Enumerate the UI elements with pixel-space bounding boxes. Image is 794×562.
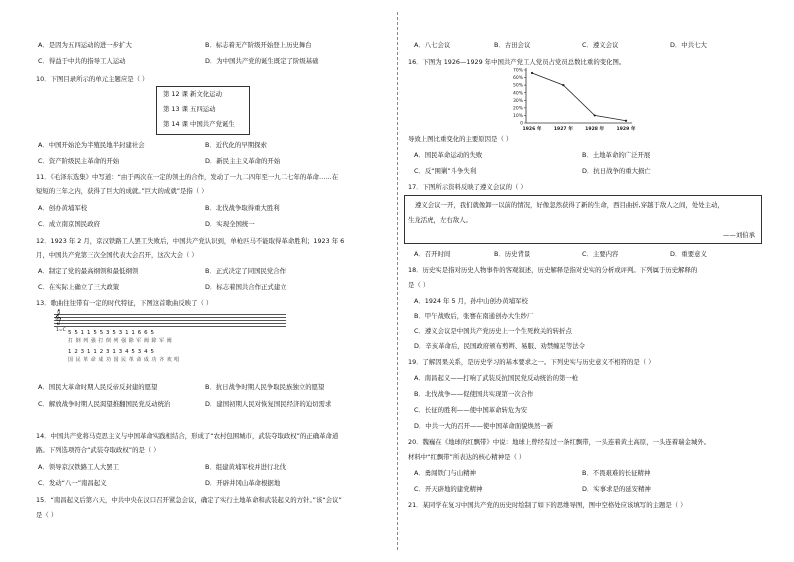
q17-quote-line1: 遵义会议一开，我们就像卸一以前的情况，好像忽然获得了新的生命，西目曲折,穿越于敌人之间，处处主动， bbox=[415, 201, 724, 209]
q17-quote-line2: 生龙活虎，左右敌人。 bbox=[408, 216, 472, 224]
q16-stem: 16．下图为 1926—1929 年中国共产党工人党员占党员总数比重的变化图。 bbox=[408, 58, 626, 66]
q17-option-a[interactable]: A．召开时间 bbox=[414, 250, 451, 258]
chart-y-tick-label: 70% bbox=[512, 68, 523, 74]
q13-notes-row1: 5 5 1 1 5 5 3 5 3 1 1 6 6 5 bbox=[68, 330, 155, 336]
q14-option-d[interactable]: D．开辟井冈山革命根据地 bbox=[205, 479, 281, 487]
column-divider bbox=[397, 12, 398, 550]
q20-option-d[interactable]: D．实事求是的延安精神 bbox=[582, 485, 651, 493]
q18-option-a[interactable]: A．1924 年 5 月，孙中山创办黄埔军校 bbox=[414, 297, 528, 305]
q12-option-c[interactable]: C．在实际上确立了三大政策 bbox=[38, 283, 120, 291]
q16-option-a[interactable]: A．国民革命运动的失败 bbox=[414, 151, 483, 159]
q13-key-signature: 1=C bbox=[56, 328, 66, 333]
chart-series bbox=[531, 72, 627, 122]
q17-option-d[interactable]: D．重要意义 bbox=[670, 250, 707, 258]
chart-data-point bbox=[594, 114, 596, 116]
q17-option-c[interactable]: C．主要内容 bbox=[582, 250, 619, 258]
q9-option-c[interactable]: C．得益于中共的指导工人运动 bbox=[38, 57, 126, 65]
q16-option-b[interactable]: B．土地革命的广泛开展 bbox=[582, 151, 651, 159]
treble-clef-icon: 𝄞 bbox=[54, 310, 62, 325]
q17-option-b[interactable]: B．历史背景 bbox=[494, 250, 531, 258]
q18-stem-line1: 18．历史实是指对历史人物事件的客观叙述，历史解释是指对史实的分析或评判。下列属于历史解释的 bbox=[408, 266, 698, 274]
q13-lyrics-row1: 打 倒 列 强 打 倒 列 强 除 军 阀 除 军 阀 bbox=[68, 338, 173, 344]
q11-stem-line2: 短短的三年之内，获得了巨大的成就。”巨大的成就”是指（ ） bbox=[36, 187, 208, 195]
staff-line bbox=[54, 314, 286, 315]
q13-option-b[interactable]: B．抗日战争时期人民争取民族独立的愿望 bbox=[205, 383, 325, 391]
chart-data-point bbox=[625, 120, 627, 122]
q15-option-c[interactable]: C．遵义会议 bbox=[582, 41, 619, 49]
q14-option-a[interactable]: A．领导京汉铁路工人大罢工 bbox=[38, 463, 120, 471]
q19-option-d[interactable]: D．中共一大的召开——使中国革命面貌焕然一新 bbox=[414, 422, 554, 430]
chart-y-tick-label: 40% bbox=[512, 91, 523, 97]
q18-option-d[interactable]: D．辛亥革命后，民国政府颁布剪辫、易服、劝禁缠足等法令 bbox=[414, 342, 586, 350]
chart-y-tick-label: 10% bbox=[512, 114, 523, 120]
q12-stem-line2: 月，中国共产党第三次全国代表大会召开，这次大会（ ） bbox=[36, 251, 198, 259]
q9-option-a[interactable]: A．是因为五四运动的进一步扩大 bbox=[38, 41, 132, 49]
q10-option-a[interactable]: A．中国开始沦为半殖民地半封建社会 bbox=[38, 141, 145, 149]
chart-x-labels bbox=[523, 125, 636, 132]
q16-line-chart bbox=[504, 66, 636, 132]
q15-option-a[interactable]: A．八七会议 bbox=[414, 41, 451, 49]
q10-toc-item: 第 13 课 五四运动 bbox=[163, 105, 216, 113]
q11-stem-line1: 11．《毛泽东选集》中写道：“由于两次在一定的领土的合作，发动了一九二四年至一九二七年的革命……在 bbox=[36, 173, 339, 181]
staff-line bbox=[54, 320, 286, 321]
q20-option-c[interactable]: C．开天辟地的建党精神 bbox=[414, 485, 483, 493]
chart-y-tick-label: 50% bbox=[512, 83, 523, 89]
chart-x-tick-label: 1926 年 bbox=[522, 127, 542, 132]
chart-y-tick-label: 60% bbox=[512, 76, 523, 82]
staff-line bbox=[54, 326, 286, 327]
q12-stem-line1: 12．1923 年 2 月，京汉铁路工人罢工失败后，中国共产党认识到，单枪匹马不能取得革命胜利；1923 年 6 bbox=[36, 237, 345, 245]
chart-y-ticks bbox=[513, 68, 526, 127]
q13-option-c[interactable]: C．解放战争时期人民渴望推翻国民党反动统治 bbox=[38, 400, 171, 408]
q10-stem: 10．下图目录所示的单元主题应是（ ） bbox=[36, 75, 149, 83]
q11-option-a[interactable]: A．创办黄埔军校 bbox=[38, 204, 88, 212]
q12-option-d[interactable]: D．标志着国共合作正式建立 bbox=[205, 283, 287, 291]
q15-option-b[interactable]: B．古田会议 bbox=[494, 41, 531, 49]
q20-stem-line2: 材料中“红飘带”所表达的核心精神是（ ） bbox=[408, 453, 526, 461]
q10-option-b[interactable]: B．近代化的早期探索 bbox=[205, 141, 267, 149]
q15-stem-line2: 是（ ） bbox=[36, 511, 58, 519]
q17-stem: 17．下图所示资料反映了遵义会议的（ ） bbox=[408, 183, 527, 191]
chart-series-line bbox=[532, 73, 626, 121]
chart-axes bbox=[526, 68, 632, 123]
chart-y-tick-label: 0 bbox=[520, 121, 523, 127]
q9-option-b[interactable]: B．标志着无产阶级开始登上历史舞台 bbox=[205, 41, 312, 49]
q18-option-c[interactable]: C．遵义会议是中国共产党历史上一个生死攸关的转折点 bbox=[414, 327, 572, 335]
q14-option-b[interactable]: B．组建黄埔军校并进行北伐 bbox=[205, 463, 287, 471]
q13-option-d[interactable]: D．建国初期人民对恢复国民经济的迫切需求 bbox=[205, 400, 332, 408]
q13-stem: 13．歌曲往往带有一定的时代特征，下图这首歌曲反映了（ ） bbox=[36, 299, 213, 307]
q13-lyrics-row2: 国 民 革 命 成 功 国 民 革 命 成 功 齐 欢 唱 bbox=[68, 357, 180, 363]
chart-x-tick-label: 1927 年 bbox=[553, 127, 573, 132]
q20-stem-line1: 20．魏巍在《地球的红飘带》中说：地球上曾经有过一条红飘带，一头连着黄土高原，一头连着瑞金城外。 bbox=[408, 438, 711, 446]
q15-option-d[interactable]: D．中共七大 bbox=[670, 41, 707, 49]
chart-data-point bbox=[562, 84, 564, 86]
q20-option-a[interactable]: A．勇闯铁门与山精神 bbox=[414, 469, 476, 477]
q11-option-d[interactable]: D．实现全国统一 bbox=[205, 220, 255, 228]
q17-quote-attribution: ——刘伯承 bbox=[723, 231, 755, 239]
q11-option-b[interactable]: B．北伐战争取得重大胜利 bbox=[205, 204, 280, 212]
q16-question: 导致上图比重变化的主要原因是（ ） bbox=[408, 135, 513, 143]
chart-data-point bbox=[531, 72, 533, 74]
q13-notes-row2: 1 2 3 1 1 2 3 1 3 4 5 3 4 5 bbox=[68, 349, 155, 355]
q18-stem-line2: 是（ ） bbox=[408, 281, 430, 289]
q14-option-c[interactable]: C．发动“八一”南昌起义 bbox=[38, 479, 107, 487]
q19-stem: 19．了解因果关系，是历史学习的基本要求之一。下列史实与历史意义不相符的是（ ） bbox=[408, 358, 655, 366]
q11-option-c[interactable]: C．成立南京国民政府 bbox=[38, 220, 100, 228]
q16-option-d[interactable]: D．抗日战争的重大损亡 bbox=[582, 167, 651, 175]
q15-stem-line1: 15．“南昌起义后第六天，中共中央在汉口召开紧急会议，确定了实行土地革命和武装起义的方针。”该“会议” bbox=[36, 496, 342, 504]
q20-option-b[interactable]: B．不畏艰难的长征精神 bbox=[582, 469, 651, 477]
q10-option-d[interactable]: D．新民主主义革命的开始 bbox=[205, 157, 281, 165]
q12-option-b[interactable]: B．正式决定了同国民党合作 bbox=[205, 267, 287, 275]
q14-stem-line1: 14．中国共产党将马克思主义与中国革命实践相结合，形成了“农村包围城市，武装夺取政权”的正确革命道 bbox=[36, 432, 339, 440]
q17-quote-box bbox=[404, 195, 762, 244]
q13-option-a[interactable]: A．国民大革命时期人民反帝反封建的愿望 bbox=[38, 383, 158, 391]
q18-option-b[interactable]: B．甲午战败后，张謇在南通创办大生纱厂 bbox=[414, 312, 534, 320]
q10-option-c[interactable]: C．资产阶级民主革命的开始 bbox=[38, 157, 120, 165]
staff-line bbox=[54, 323, 286, 324]
q9-option-d[interactable]: D．为中国共产党的诞生既定了阶级基础 bbox=[205, 57, 319, 65]
q19-option-c[interactable]: C．长征的胜利——使中国革命转危为安 bbox=[414, 406, 528, 414]
chart-x-tick-label: 1929 年 bbox=[616, 127, 636, 132]
q10-toc-item: 第 12 课 新文化运动 bbox=[163, 90, 222, 98]
chart-y-tick-label: 20% bbox=[512, 106, 523, 112]
q12-option-a[interactable]: A．制定了党的最高纲领和最低纲领 bbox=[38, 267, 139, 275]
q19-option-a[interactable]: A．南昌起义——打响了武装反抗国民党反动统治的第一枪 bbox=[414, 374, 579, 382]
q16-option-c[interactable]: C．反“围剿”斗争失利 bbox=[414, 167, 477, 175]
q21-stem: 21．某同学在复习中国共产党的历史时绘制了如下的思维导图，图中空格处应该填写的主题是（ ） bbox=[408, 501, 687, 509]
q10-toc-item: 第 14 课 中国共产党诞生 bbox=[163, 120, 235, 128]
chart-y-tick-label: 30% bbox=[512, 98, 523, 104]
q10-toc-box bbox=[156, 86, 250, 135]
chart-x-tick-label: 1928 年 bbox=[585, 127, 605, 132]
q14-stem-line2: 路。下列选项符合“武装夺取政权”的是（ ） bbox=[36, 446, 160, 454]
q19-option-b[interactable]: B．北伐战争——促使国共实现第一次合作 bbox=[414, 390, 534, 398]
staff-line bbox=[54, 317, 286, 318]
q13-music-score bbox=[54, 312, 286, 370]
